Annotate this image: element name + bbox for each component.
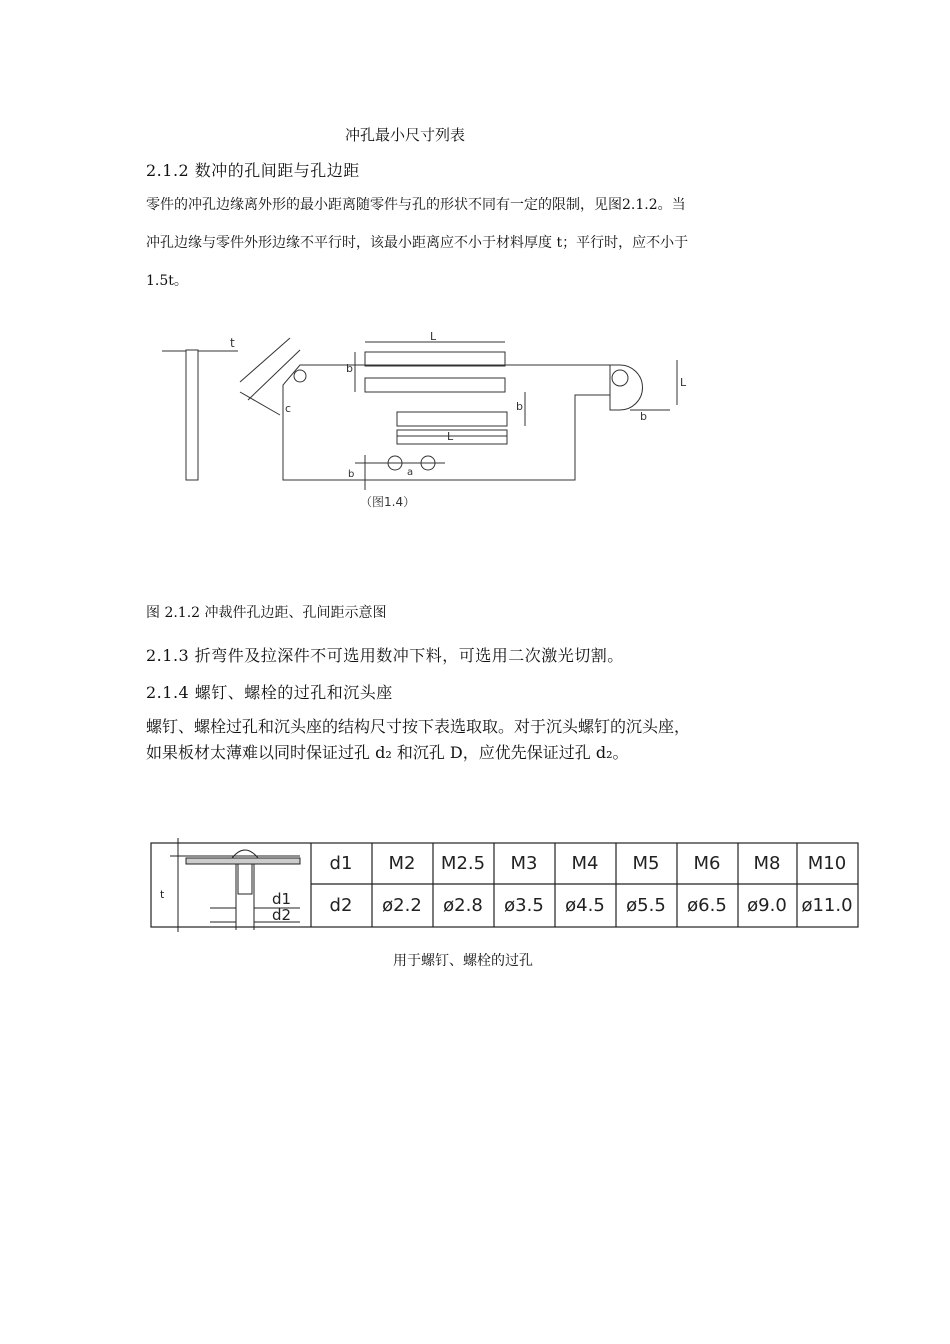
table-cell: ø3.5 [504,895,544,916]
dim-diag-1 [240,338,290,382]
dim-diag-2 [248,350,300,400]
table-cell: ø2.2 [382,895,422,916]
table-cell: M4 [571,853,599,874]
diagram-label-t: t [160,888,165,901]
section-212-para-line-1: 零件的冲孔边缘离外形的最小距离随零件与孔的形状不同有一定的限制，见图2.1.2。当 [146,197,686,213]
table-cell: M3 [510,853,538,874]
corner-hole [294,370,306,382]
table-cell: M2.5 [440,853,486,874]
figure-inner-caption: （图1.4） [360,495,416,509]
section-213-heading: 2.1.3 折弯件及拉深件不可选用数冲下料，可选用二次激光切割。 [146,646,624,665]
dim-diag-3 [240,392,280,415]
slot-top [365,352,505,366]
table-cell: M10 [807,853,847,874]
label-b-right: b [516,400,523,413]
section-214-para-line-1: 螺钉、螺栓过孔和沉头座的结构尺寸按下表选取取。对于沉头螺钉的沉头座， [146,717,691,736]
table-cell: M2 [388,853,416,874]
slot-upper [365,378,505,392]
section-212-para-line-2: 冲孔边缘与零件外形边缘不平行时，该最小距离应不小于材料厚度 t；平行时，应不小于 [146,235,689,251]
section-212-para-line-3: 1.5t。 [146,273,188,289]
diagram-label-d1: d1 [272,890,292,908]
label-b-bottom: b [348,469,355,480]
table-cell: ø6.5 [687,895,727,916]
section-214-paragraph [146,714,826,766]
top-caption: 冲孔最小尺寸列表 [345,126,466,144]
table-cell: ø5.5 [626,895,666,916]
part-outline [283,365,610,480]
label-L-top: L [430,330,437,343]
tab-hole [612,370,628,386]
table-caption: 用于螺钉、螺栓的过孔 [393,953,533,969]
section-212-heading: 2.1.2 数冲的孔间距与孔边距 [146,161,360,180]
table-cell: ø2.8 [443,895,483,916]
diagram-label-d2: d2 [272,906,292,924]
label-c: c [285,402,292,415]
table-cell: M5 [632,853,660,874]
table-cell: M8 [753,853,781,874]
hole-spacing-diagram [150,320,710,520]
section-214-heading: 2.1.4 螺钉、螺栓的过孔和沉头座 [146,683,393,702]
thickness-strip [186,350,198,480]
label-b-tab: b [640,410,647,423]
table-header-d2: d2 [329,895,353,916]
label-L-tab: L [680,376,687,389]
label-b-left: b [346,362,353,375]
label-t: t [230,336,235,350]
bolt-hole-table [150,838,862,932]
label-L-bottom: L [447,430,454,443]
section-214-para-line-2: 如果板材太薄难以同时保证过孔 d₂ 和沉孔 D，应优先保证过孔 d₂。 [146,743,629,762]
figure-caption: 图 2.1.2 冲裁件孔边距、孔间距示意图 [146,605,387,621]
table-header-d1: d1 [329,853,353,874]
table-cell: ø4.5 [565,895,605,916]
table-cell: ø11.0 [801,895,853,916]
table-cell: ø9.0 [747,895,787,916]
slot-lower [397,412,507,426]
label-a: a [407,467,414,478]
table-cell: M6 [693,853,721,874]
